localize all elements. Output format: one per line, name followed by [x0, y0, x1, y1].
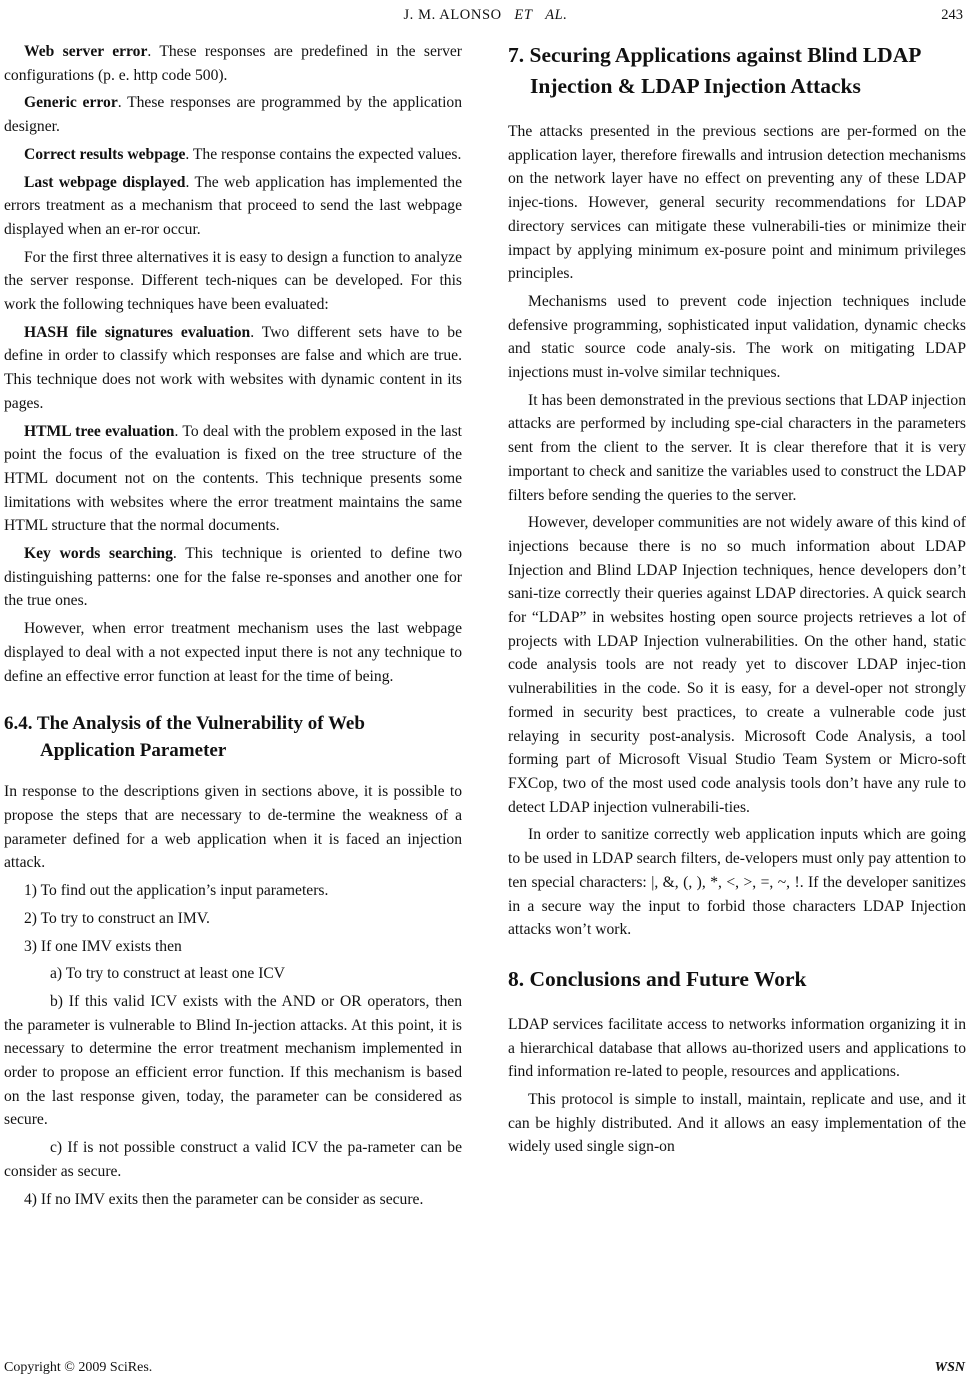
list-subitem: a) To try to construct at least one ICV — [50, 965, 286, 983]
paragraph — [4, 143, 462, 167]
paragraph — [4, 40, 462, 87]
term-bold: Last webpage displayed — [24, 173, 186, 191]
running-head-authors — [0, 7, 971, 24]
term-bold: Key words searching — [24, 545, 173, 563]
paragraph — [4, 91, 462, 138]
page-header — [0, 0, 971, 30]
term-bold: HASH file signatures evaluation — [24, 323, 251, 341]
paragraph-text: . These responses are predefined in the server configurations (p. e. http code 500). — [4, 43, 462, 84]
paragraph: Mechanisms used to prevent code injection techniques include defensive programming, sophisticated input validation, dynamic checks and static source code analy-sis. The work on mitigating LDAP injections must in-volve similar techniques. — [508, 292, 966, 382]
section-heading-6-4: 6.4. The Analysis of the Vulnerability of Web Application Parameter — [4, 713, 365, 762]
paragraph: However, when error treatment mechanism uses the last webpage displayed to deal with a not expected input there is not any technique to define an effective error function at least for the time of being. — [4, 620, 462, 685]
paragraph-text: . The response contains the expected values. — [185, 145, 462, 163]
authors-et: ET — [514, 7, 533, 23]
paragraph: For the first three alternatives it is easy to design a function to analyze the server response. Different tech-niques can be developed. For this work the following techniques have been evaluated: — [4, 248, 462, 314]
paragraph: In order to sanitize correctly web application inputs which are going to be used in LDAP search filters, de-velopers must only pay attention to ten special characters: |, &, (, ), *, <, >, =, ~, !. If the developer sanitizes in a secure way the input to forbid those characters LDAP Injection attacks won’t work. — [508, 826, 966, 939]
paragraph-text: . Two different sets have to be define in order to classify which responses are false and which are true. This technique does not work with websites with dynamic content in its pages. — [4, 323, 462, 412]
paragraph: In response to the descriptions given in sections above, it is possible to propose the steps that are necessary to de-termine the weakness of a parameter defined for a web application when it is faced an injection attack. — [4, 783, 462, 872]
list-subitem: b) If this valid ICV exists with the AND or OR operators, then the parameter is vulnerable to Blind In-jection attacks. At this point, it is necessary to determine the error treatment mechanism implemented in order to propose an efficient error function. If this mechanism is based on the last response given, today, the parameter can be considered as secure. — [4, 992, 462, 1129]
list-item: 2) To try to construct an IMV. — [24, 909, 210, 927]
paragraph — [4, 542, 462, 613]
paragraph-text: . To deal with the problem exposed in the last point the focus of the evaluation is fixed on the tree structure of the HTML document not on the contents. This technique presents some limitations with websites where the error treatment maintains the same HTML structure that the normal documents. — [4, 422, 462, 535]
paragraph — [4, 321, 462, 416]
term-bold: Web server error — [24, 43, 148, 60]
paragraph: LDAP services facilitate access to networks information organizing it in a hierarchical database that allows au-thorized users and applications to find information re-lated to people, resources and applications. — [508, 1015, 966, 1081]
right-column — [508, 40, 966, 1163]
section-heading-7: 7. Securing Applications against Blind LDAP Injection & LDAP Injection Attacks — [508, 43, 921, 98]
paragraph: The attacks presented in the previous sections are per-formed on the application layer, therefore firewalls and intrusion detection mechanisms on the network layer have no effect on preventing any of these LDAP injec-tions. However, general security recommendations for LDAP directory services can mitigate these vulnerabili-ties or minimize their impact by applying minimum ex-posure point and minimum privileges principles. — [508, 123, 966, 283]
authors-al: AL. — [545, 7, 568, 23]
paragraph — [4, 171, 462, 242]
paragraph — [4, 420, 462, 539]
page-number: 243 — [941, 7, 963, 23]
journal-abbreviation: WSN — [934, 1360, 965, 1375]
list-item: 4) If no IMV exits then the parameter can be consider as secure. — [24, 1190, 424, 1208]
term-bold: HTML tree evaluation — [24, 422, 175, 440]
paragraph: This protocol is simple to install, maintain, replicate and use, and it can be highly distributed. And it allows an easy implementation of the widely used single sign-on — [508, 1091, 966, 1156]
paragraph-text: . This technique is oriented to define two distinguishing patterns: one for the false re-sponses and another one for the true ones. — [4, 545, 462, 610]
term-bold: Generic error — [24, 94, 118, 112]
paragraph: However, developer communities are not widely aware of this kind of injections because there is no so much information about LDAP Injection and Blind LDAP Injection techniques, hence developers don’t sani-tize correctly their queries against LDAP directories. A quick search for “LDAP” in websites hosting open source projects retrieves a lot of projects with LDAP Injection vulnerabilities. On the other hand, static code analysis tools are not ready yet to discover LDAP injec-tion vulnerabilities in the code. So it is easy, for a devel-oper not strongly formed in security best practices, to create a vulnerable code just relaying in security post-analysis. Microsoft Code Analysis, a tool forming part of Microsoft Visual Studio Team System or Micro-soft FXCop, two of the most used code analysis tools don’t have any rule to detect LDAP injection vulnerabili-ties. — [508, 514, 966, 816]
authors-name: J. M. ALONSO — [403, 7, 502, 23]
paragraph-text: . The web application has implemented the errors treatment as a mechanism that proceed to send the last webpage displayed when an er-ror occur. — [4, 173, 462, 238]
list-item: 1) To find out the application’s input parameters. — [24, 882, 329, 900]
term-bold: Correct results webpage — [24, 145, 186, 163]
copyright-notice: Copyright © 2009 SciRes. — [4, 1360, 153, 1375]
list-item: 3) If one IMV exists then — [24, 937, 182, 955]
section-heading-8: 8. Conclusions and Future Work — [508, 966, 807, 991]
paragraph: It has been demonstrated in the previous sections that LDAP injection attacks are performed by including spe-cial characters in the parameters sent from the client to the server. It is clear therefore that it is very important to check and sanitize the variables used to construct the LDAP filters before sending the queries to the server. — [508, 391, 966, 504]
page-footer — [0, 1356, 971, 1386]
paragraph-text: . These responses are programmed by the application designer. — [4, 94, 463, 136]
list-subitem: c) If is not possible construct a valid ICV the pa-rameter can be consider as secure. — [4, 1139, 462, 1180]
left-column — [4, 40, 462, 1215]
